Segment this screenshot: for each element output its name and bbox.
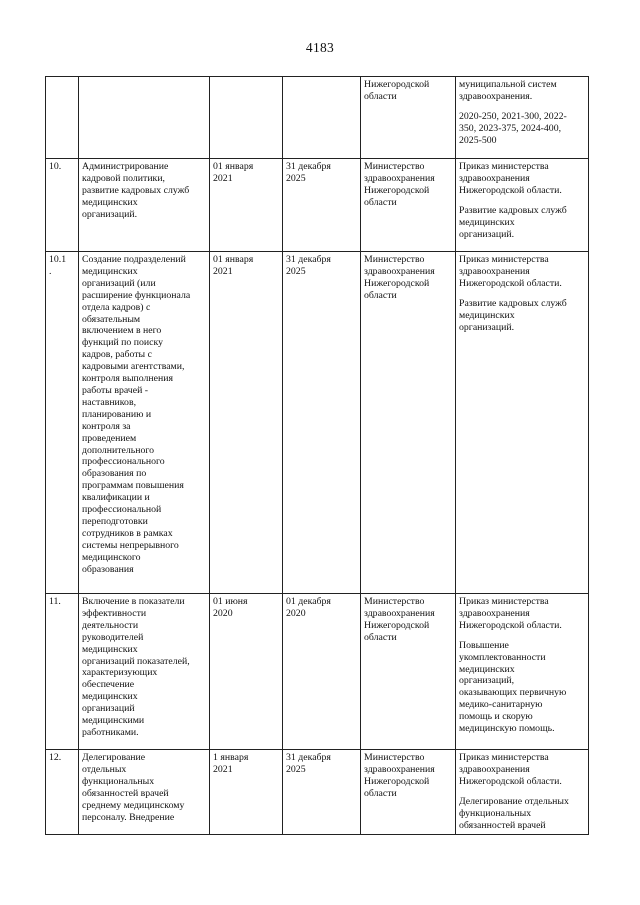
- start-text-line: 2021: [213, 172, 233, 184]
- result-text-line: Нижегородской области.: [459, 619, 562, 631]
- row-number: 11.: [49, 596, 61, 607]
- action-text-line: квалификации и: [82, 492, 150, 504]
- result-paragraph: [459, 254, 585, 290]
- action-text-line: Включение в показатели: [82, 596, 185, 607]
- result-text-line: медико-санитарную: [459, 699, 543, 711]
- measures-table: [45, 76, 589, 835]
- result-text-line: медицинских: [459, 663, 515, 675]
- row-number-cell: [46, 159, 79, 252]
- action-text-line: отдела кадров) с: [82, 301, 151, 313]
- start-date-cell: [210, 252, 283, 594]
- action-text-line: Делегирование: [82, 752, 146, 763]
- start-date-cell: [210, 594, 283, 750]
- result-text-line: здравоохранения: [459, 265, 530, 277]
- action-cell: [79, 159, 210, 252]
- result-paragraph: [459, 752, 585, 788]
- start-date-cell: [210, 750, 283, 835]
- end-text-line: 2025: [286, 172, 306, 184]
- start-text-line: 2020: [213, 607, 233, 619]
- executor-cell: [361, 77, 456, 159]
- end-text-line: 31 декабря: [286, 752, 331, 763]
- executor-text-line: Нижегородской: [364, 277, 430, 289]
- row-number-cell: [46, 750, 79, 835]
- result-text-line: Нижегородской области.: [459, 277, 562, 289]
- result-text-line: Делегирование отдельных: [459, 795, 569, 807]
- action-text-line: обеспечение: [82, 679, 135, 691]
- result-text-line: Приказ министерства: [459, 254, 549, 265]
- executor-cell: [361, 594, 456, 750]
- result-text-line: медицинскую помощь.: [459, 723, 555, 735]
- executor-text-line: Нижегородской: [364, 79, 430, 90]
- result-cell: [456, 750, 589, 835]
- end-text-line: 2025: [286, 265, 306, 277]
- result-text-line: организаций.: [459, 228, 515, 240]
- executor-text-line: Нижегородской: [364, 775, 430, 787]
- row-number-cell: [46, 252, 79, 594]
- executor-text-line: здравоохранения: [364, 172, 435, 184]
- action-text-line: обязательным: [82, 313, 141, 325]
- action-text-line: образования по: [82, 468, 147, 480]
- end-text-line: 2025: [286, 763, 306, 775]
- row-number-cell: [46, 594, 79, 750]
- result-paragraph: [459, 161, 585, 197]
- action-text-line: отдельных: [82, 763, 127, 775]
- action-text-line: персоналу. Внедрение: [82, 811, 175, 823]
- action-text-line: системы непрерывного: [82, 539, 179, 551]
- executor-text-line: Нижегородской: [364, 619, 430, 631]
- result-text-line: 2020-250, 2021-300, 2022-: [459, 110, 567, 122]
- table-row: [46, 252, 589, 594]
- action-text-line: Администрирование: [82, 161, 169, 172]
- result-cell: [456, 77, 589, 159]
- end-date-cell: [283, 750, 361, 835]
- result-text-line: Нижегородской области.: [459, 184, 562, 196]
- result-text-line: Приказ министерства: [459, 161, 549, 172]
- action-text-line: характеризующих: [82, 667, 158, 679]
- action-text-line: деятельности: [82, 619, 139, 631]
- result-paragraph: [459, 596, 585, 632]
- result-text-line: Повышение: [459, 639, 509, 651]
- result-cell: [456, 594, 589, 750]
- action-text-line: медицинского: [82, 551, 141, 563]
- action-text-line: работы врачей -: [82, 384, 149, 396]
- action-text-line: медицинскими: [82, 715, 145, 727]
- start-date-cell: [210, 159, 283, 252]
- end-date-cell: [283, 594, 361, 750]
- action-text-line: планированию и: [82, 408, 152, 420]
- action-text-line: обязанностей врачей: [82, 787, 169, 799]
- result-text-line: помощь и скорую: [459, 711, 533, 723]
- result-text-line: функциональных: [459, 807, 532, 819]
- action-text-line: профессионального: [82, 456, 165, 468]
- result-paragraph: [459, 640, 585, 735]
- result-text-line: Нижегородской области.: [459, 775, 562, 787]
- start-date-cell: [210, 77, 283, 159]
- end-date-cell: [283, 77, 361, 159]
- result-text-line: обязанностей врачей: [459, 819, 546, 831]
- action-text-line: функциональных: [82, 775, 155, 787]
- result-text-line: здравоохранения.: [459, 90, 533, 102]
- result-text-line: организаций.: [459, 321, 515, 333]
- result-text-line: 2025-500: [459, 134, 497, 146]
- action-text-line: медицинских: [82, 691, 138, 703]
- action-cell: [79, 750, 210, 835]
- start-text-line: 2021: [213, 265, 233, 277]
- start-text-line: 01 января: [213, 254, 254, 265]
- result-text-line: здравоохранения: [459, 172, 530, 184]
- result-text-line: медицинских: [459, 309, 515, 321]
- result-text-line: Развитие кадровых служб: [459, 297, 567, 309]
- action-text-line: проведением: [82, 432, 137, 444]
- executor-text-line: области: [364, 196, 397, 208]
- action-cell: [79, 77, 210, 159]
- result-text-line: 350, 2023-375, 2024-400,: [459, 122, 562, 134]
- executor-text-line: здравоохранения: [364, 607, 435, 619]
- executor-cell: [361, 750, 456, 835]
- table-row: [46, 159, 589, 252]
- row-number: 12.: [49, 752, 62, 763]
- result-cell: [456, 252, 589, 594]
- end-text-line: 2020: [286, 607, 306, 619]
- result-paragraph: [459, 298, 585, 334]
- action-text-line: переподготовки: [82, 515, 148, 527]
- action-text-line: кадровой политики,: [82, 172, 166, 184]
- result-paragraph: [459, 111, 585, 147]
- result-text-line: здравоохранения: [459, 607, 530, 619]
- action-text-line: медицинских: [82, 643, 138, 655]
- result-text-line: Развитие кадровых служб: [459, 204, 567, 216]
- row-number: 10.1: [49, 254, 67, 265]
- executor-text-line: Министерство: [364, 752, 425, 763]
- table-row: [46, 77, 589, 159]
- action-text-line: развитие кадровых служб: [82, 184, 190, 196]
- executor-text-line: области: [364, 90, 397, 102]
- action-cell: [79, 252, 210, 594]
- end-text-line: 31 декабря: [286, 161, 331, 172]
- executor-text-line: здравоохранения: [364, 265, 435, 277]
- action-text-line: дополнительного: [82, 444, 155, 456]
- action-text-line: наставников,: [82, 396, 137, 408]
- row-number-cell: [46, 77, 79, 159]
- start-text-line: 01 июня: [213, 596, 248, 607]
- action-text-line: профессиональной: [82, 504, 162, 516]
- action-text-line: программам повышения: [82, 480, 184, 492]
- action-text-line: организаций: [82, 703, 135, 715]
- measures-table-body: [46, 77, 589, 835]
- action-text-line: руководителей: [82, 631, 144, 643]
- action-text-line: расширение функционала: [82, 289, 191, 301]
- action-text-line: образования: [82, 563, 134, 575]
- executor-cell: [361, 159, 456, 252]
- executor-text-line: здравоохранения: [364, 763, 435, 775]
- executor-text-line: Министерство: [364, 161, 425, 172]
- executor-text-line: области: [364, 289, 397, 301]
- action-cell: [79, 594, 210, 750]
- row-number: 10.: [49, 161, 62, 172]
- result-paragraph: [459, 205, 585, 241]
- action-text-line: организаций показателей,: [82, 655, 190, 667]
- result-text-line: укомплектованности: [459, 651, 546, 663]
- end-date-cell: [283, 252, 361, 594]
- result-paragraph: [459, 79, 585, 103]
- executor-text-line: Министерство: [364, 254, 425, 265]
- action-text-line: организаций.: [82, 208, 138, 220]
- action-text-line: кадровыми агентствами,: [82, 361, 185, 373]
- start-text-line: 2021: [213, 763, 233, 775]
- action-text-line: медицинских: [82, 265, 138, 277]
- executor-text-line: Нижегородской: [364, 184, 430, 196]
- action-text-line: эффективности: [82, 607, 147, 619]
- action-text-line: работниками.: [82, 726, 139, 738]
- executor-text-line: области: [364, 787, 397, 799]
- table-row: [46, 594, 589, 750]
- end-text-line: 01 декабря: [286, 596, 331, 607]
- action-text-line: контроля за: [82, 420, 131, 432]
- executor-text-line: области: [364, 631, 397, 643]
- action-text-line: кадров, работы с: [82, 349, 152, 361]
- row-number-continuation: .: [49, 265, 52, 277]
- action-text-line: контроля выполнения: [82, 373, 174, 385]
- executor-cell: [361, 252, 456, 594]
- end-date-cell: [283, 159, 361, 252]
- action-text-line: организаций (или: [82, 277, 156, 289]
- result-text-line: Приказ министерства: [459, 596, 549, 607]
- table-row: [46, 750, 589, 835]
- result-text-line: муниципальной систем: [459, 79, 557, 90]
- start-text-line: 01 января: [213, 161, 254, 172]
- executor-text-line: Министерство: [364, 596, 425, 607]
- action-text-line: Создание подразделений: [82, 254, 186, 265]
- result-text-line: оказывающих первичную: [459, 687, 567, 699]
- start-text-line: 1 января: [213, 752, 249, 763]
- result-paragraph: [459, 796, 585, 832]
- result-cell: [456, 159, 589, 252]
- result-text-line: здравоохранения: [459, 763, 530, 775]
- action-text-line: медицинских: [82, 196, 138, 208]
- page-number: 4183: [305, 40, 335, 55]
- action-text-line: включением в него: [82, 325, 162, 337]
- action-text-line: среднему медицинскому: [82, 799, 185, 811]
- result-text-line: организаций,: [459, 675, 515, 687]
- result-text-line: Приказ министерства: [459, 752, 549, 763]
- action-text-line: функций по поиску: [82, 337, 164, 349]
- result-text-line: медицинских: [459, 216, 515, 228]
- end-text-line: 31 декабря: [286, 254, 331, 265]
- action-text-line: сотрудников в рамках: [82, 527, 173, 539]
